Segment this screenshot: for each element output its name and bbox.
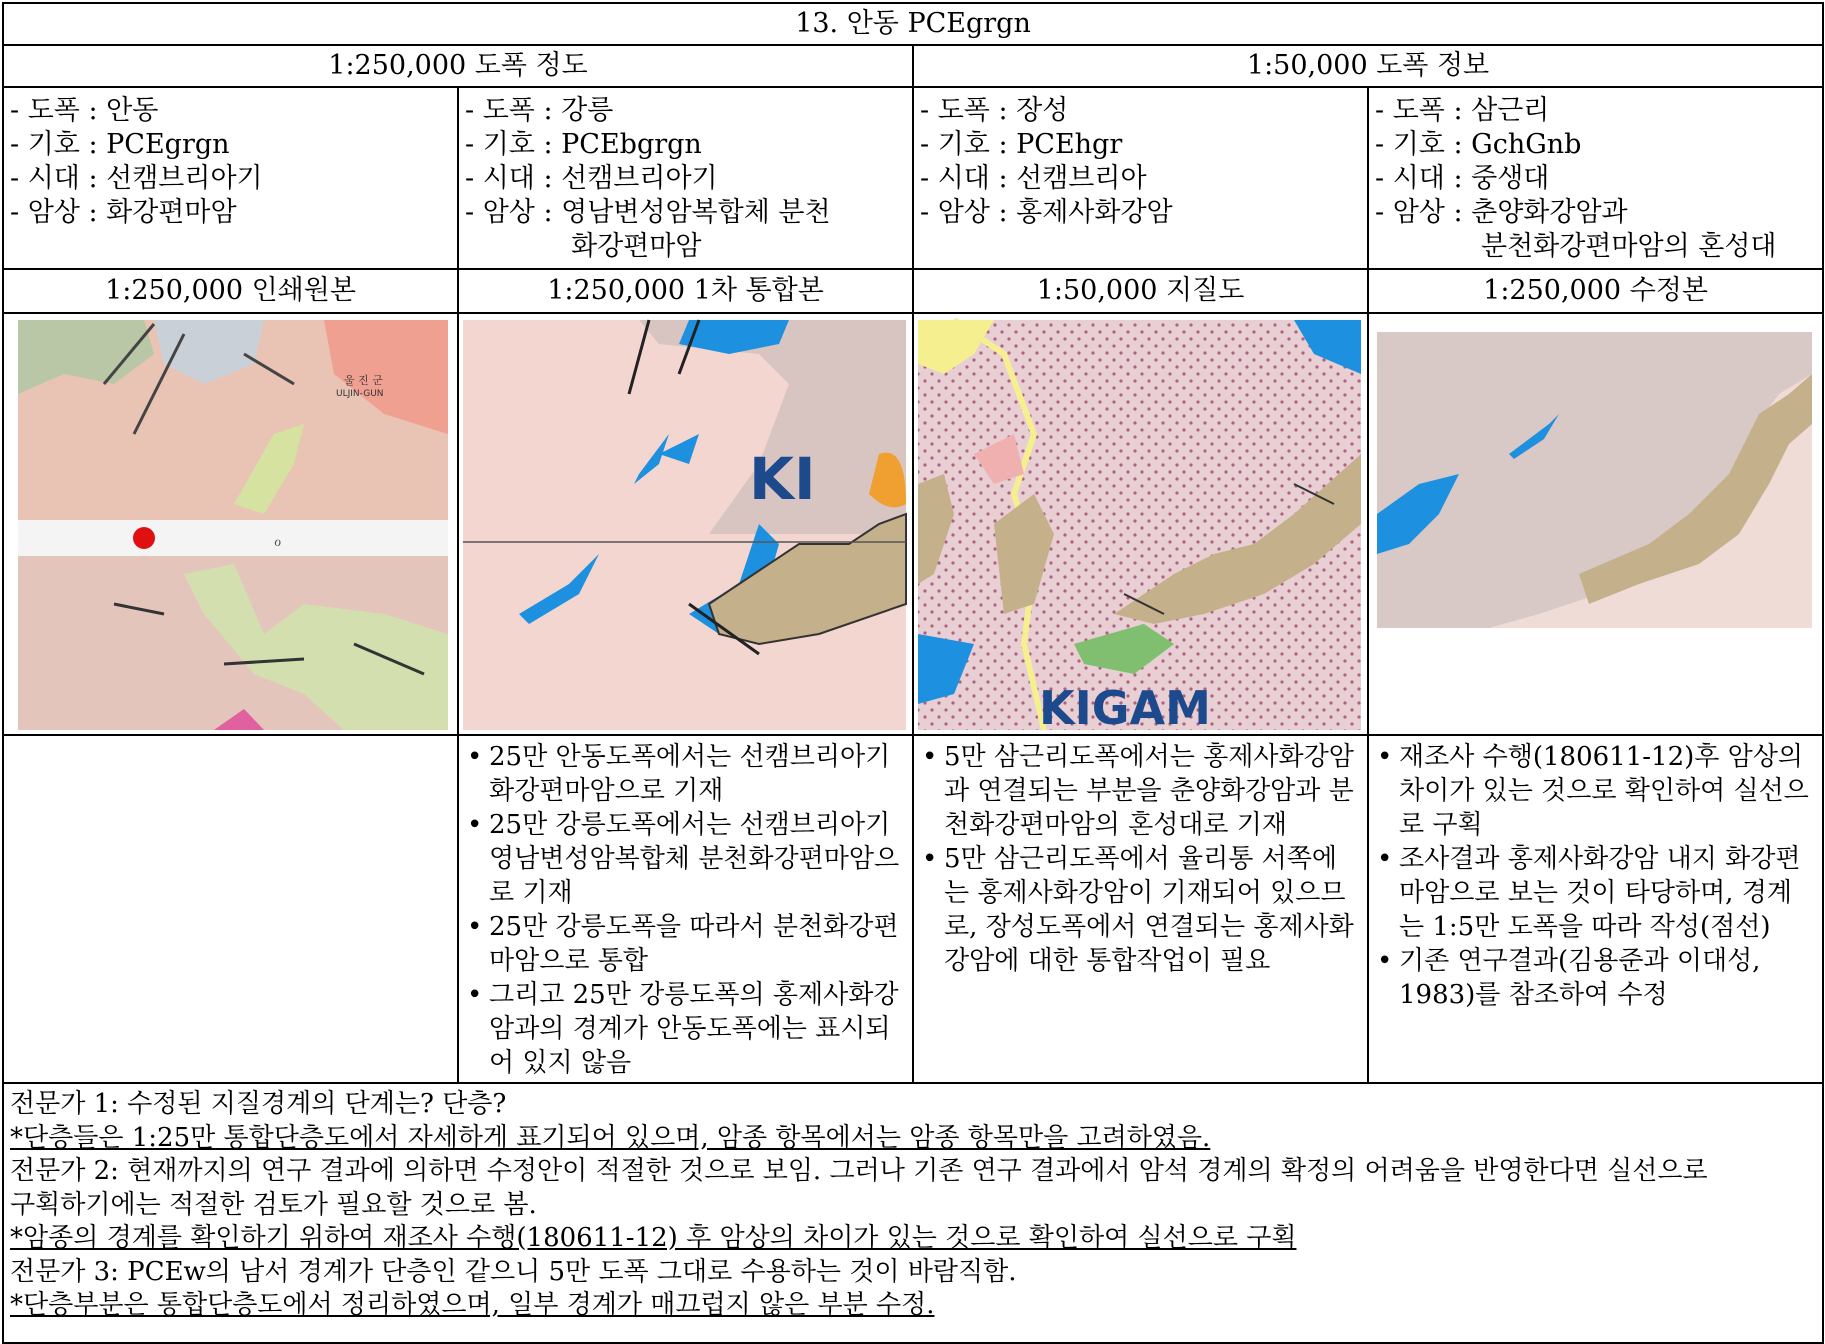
info-line: - 기호 : GchGnb xyxy=(1375,129,1582,160)
group-header-250k: 1:250,000 도폭 정도 xyxy=(3,45,913,87)
expert-reply-1: *단층들은 1:25만 통합단층도에서 자세하게 표기되어 있으며, 암종 항목에서는 암종 항목만을 고려하였음. xyxy=(10,1122,1211,1153)
info-line-cont: 화강편마암 xyxy=(571,231,702,262)
map-50k xyxy=(914,314,1365,732)
note-item: • 그리고 25만 강릉도폭의 홍제사화강암과의 경계가 안동도폭에는 표시되어 있지 않음 xyxy=(467,980,899,1078)
kigam-logo: KIGAM xyxy=(1039,681,1211,732)
kigam-logo: KI xyxy=(749,445,816,513)
map-label-uljin-en: ULJIN-GUN xyxy=(336,389,384,399)
svg-text:ℴ: ℴ xyxy=(274,531,282,550)
group-header-50k: 1:50,000 도폭 정보 xyxy=(913,45,1823,87)
expert-reply-2: *암종의 경계를 확인하기 위하여 재조사 수행(180611-12) 후 암상의 차이가 있는 것으로 확인하여 실선으로 구획 xyxy=(10,1223,1297,1253)
notes-gangneung xyxy=(458,735,913,1083)
info-line-cont: 분천화강편마암의 혼성대 xyxy=(1481,231,1777,262)
note-item: • 25만 강릉도폭을 따라서 분천화강편마암으로 통합 xyxy=(467,912,899,976)
info-line: - 암상 : 춘양화강암과 xyxy=(1375,197,1628,228)
expert-comment-2: 전문가 2: 현재까지의 연구 결과에 의하면 수정안이 적절한 것으로 보임. 그러나 기존 연구 결과에서 암석 경계의 확정의 어려움을 반영한다면 실선으로 xyxy=(10,1156,1708,1186)
notes-jangseong xyxy=(913,735,1368,1083)
info-line: - 시대 : 선캠브리아기 xyxy=(465,163,718,194)
note-item: • 25만 안동도폭에서는 선캠브리아기 화강편마암으로 기재 xyxy=(467,742,891,806)
location-marker-icon xyxy=(133,527,155,549)
map-image-print-original xyxy=(3,313,458,735)
expert-comment-2-cont: 구획하기에는 적절한 검토가 필요할 것으로 봄. xyxy=(10,1189,537,1220)
table-title: 13. 안동 PCEgrgn xyxy=(3,3,1823,45)
note-item: • 재조사 수행(180611-12)후 암상의 차이가 있는 것으로 확인하여 실선으로 구획 xyxy=(1377,742,1809,840)
info-jangseong xyxy=(913,87,1368,269)
map-print-original xyxy=(4,314,455,732)
note-item: • 5만 삼근리도폭에서는 홍제사화강암과 연결되는 부분을 춘양화강암과 분천화강편마암의 혼성대로 기재 xyxy=(922,742,1354,840)
notes-andong xyxy=(3,735,458,1083)
expert-comment-1: 전문가 1: 수정된 지질경계의 단계는? 단층? xyxy=(10,1089,507,1119)
info-line: - 기호 : PCEgrgn xyxy=(10,129,230,160)
caption-50k-map: 1:50,000 지질도 xyxy=(913,269,1368,313)
geology-comparison-table xyxy=(2,2,1824,1344)
map-image-revised xyxy=(1368,313,1823,735)
info-line: - 암상 : 영남변성암복합체 분천 xyxy=(465,197,831,228)
info-line: - 기호 : PCEbgrgn xyxy=(465,129,702,160)
map-fold-strip xyxy=(18,520,448,556)
info-line: - 도폭 : 장성 xyxy=(920,95,1069,126)
notes-revised xyxy=(1368,735,1823,1083)
map-image-first-merge xyxy=(458,313,913,735)
info-line: - 도폭 : 삼근리 xyxy=(1375,95,1550,126)
note-item: • 25만 강릉도폭에서는 선캠브리아기 영남변성암복합체 분천화강편마암으로 기재 xyxy=(467,810,900,908)
info-andong xyxy=(3,87,458,269)
info-line: - 기호 : PCEhgr xyxy=(920,129,1123,160)
info-line: - 도폭 : 안동 xyxy=(10,95,159,126)
note-item: • 기존 연구결과(김용준과 이대성, 1983)를 참조하여 수정 xyxy=(1377,946,1761,1010)
caption-first-merge: 1:250,000 1차 통합본 xyxy=(458,269,913,313)
caption-print-original: 1:250,000 인쇄원본 xyxy=(3,269,458,313)
info-gangneung xyxy=(458,87,913,269)
map-label-uljin: 울 진 군 xyxy=(344,374,383,387)
note-item: • 조사결과 홍제사화강암 내지 화강편마암으로 보는 것이 타당하며, 경계는 1:5만 도폭을 따라 작성(점선) xyxy=(1377,844,1801,942)
info-line: - 도폭 : 강릉 xyxy=(465,95,614,126)
note-item: • 5만 삼근리도폭에서 율리통 서쪽에는 홍제사화강암이 기재되어 있으므로, 장성도폭에서 연결되는 홍제사화강암에 대한 통합작업이 필요 xyxy=(922,844,1354,976)
map-first-merge xyxy=(459,314,910,732)
expert-comment-3: 전문가 3: PCEw의 남서 경계가 단층인 같으니 5만 도폭 그대로 수용하는 것이 바람직함. xyxy=(10,1256,1017,1287)
expert-review xyxy=(3,1083,1823,1343)
expert-reply-3: *단층부분은 통합단층도에서 정리하였으며, 일부 경계가 매끄럽지 않은 부분 수정. xyxy=(10,1290,935,1320)
info-line: - 암상 : 화강편마암 xyxy=(10,197,237,228)
info-line: - 시대 : 선캠브리아 xyxy=(920,163,1147,194)
info-line: - 시대 : 선캠브리아기 xyxy=(10,163,263,194)
info-line: - 시대 : 중생대 xyxy=(1375,163,1550,194)
info-samgeunri xyxy=(1368,87,1823,269)
map-image-50k xyxy=(913,313,1368,735)
caption-revised: 1:250,000 수정본 xyxy=(1368,269,1823,313)
info-line: - 암상 : 홍제사화강암 xyxy=(920,197,1173,228)
map-revised xyxy=(1369,314,1820,732)
